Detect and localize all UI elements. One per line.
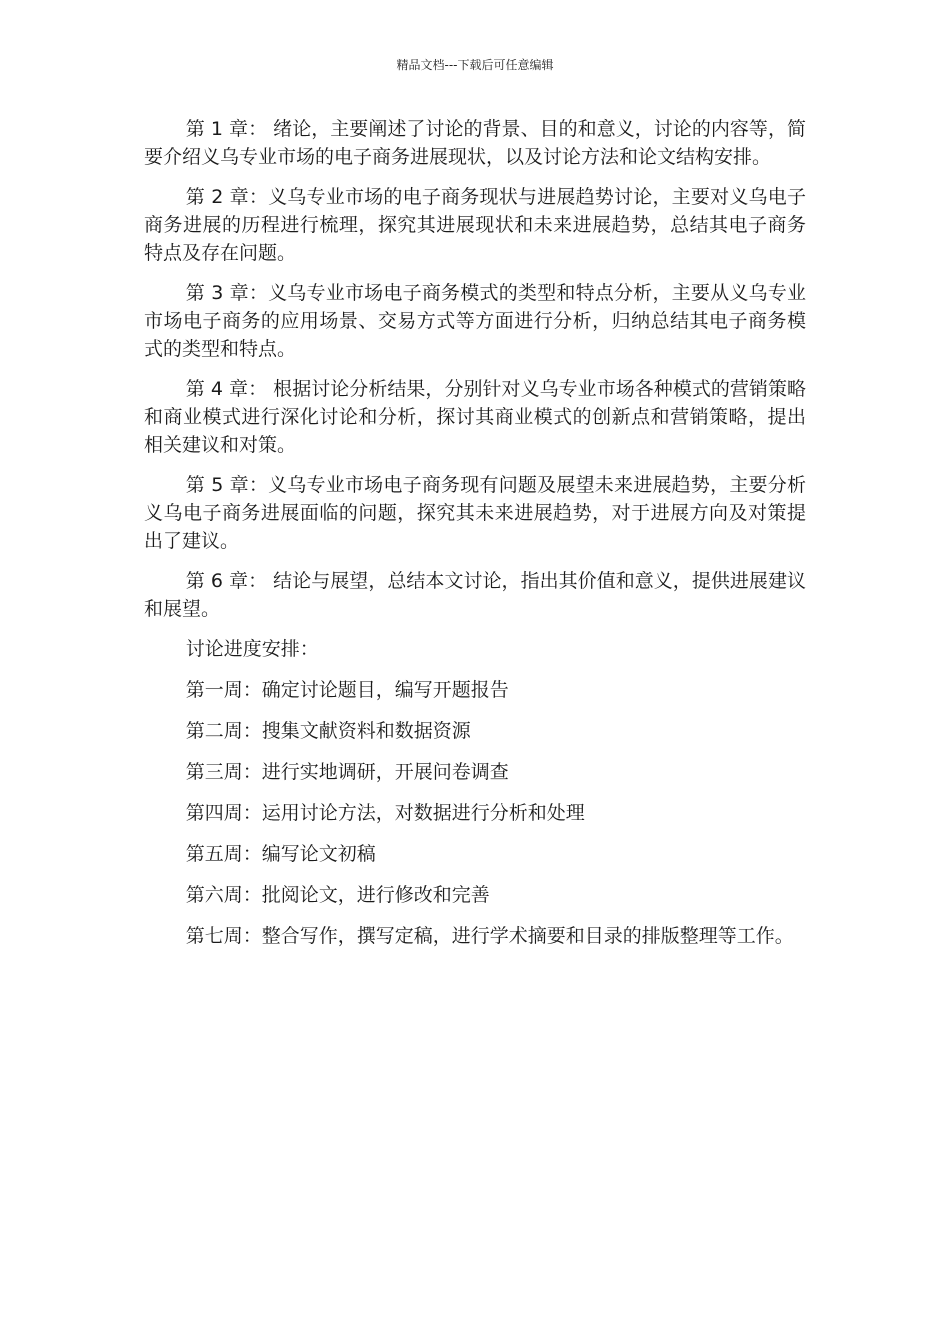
schedule-week-7: 第七周：整合写作，撰写定稿，进行学术摘要和目录的排版整理等工作。 (185, 925, 794, 947)
schedule-week-6: 第六周：批阅论文，进行修改和完善 (185, 884, 490, 906)
chapter-4-paragraph: 第 4 章： 根据讨论分析结果，分别针对义乌专业市场各种模式的营销策略和商业模式进行深化讨论和分析，探讨其商业模式的创新点和营销策略，提出相关建议和对策。 (144, 378, 806, 456)
schedule-heading: 讨论进度安排： (185, 638, 319, 660)
chapter-3-paragraph: 第 3 章：义乌专业市场电子商务模式的类型和特点分析，主要从义乌专业市场电子商务的应用场景、交易方式等方面进行分析，归纳总结其电子商务模式的类型和特点。 (144, 282, 806, 360)
schedule-week-4: 第四周：运用讨论方法，对数据进行分析和处理 (185, 802, 585, 824)
schedule-week-3: 第三周：进行实地调研，开展问卷调查 (185, 761, 509, 783)
chapter-5-paragraph: 第 5 章：义乌专业市场电子商务现有问题及展望未来进展趋势，主要分析义乌电子商务进展面临的问题，探究其未来进展趋势，对于进展方向及对策提出了建议。 (144, 474, 806, 552)
page-header: 精品文档---下载后可任意编辑 (396, 58, 554, 72)
schedule-week-2: 第二周：搜集文献资料和数据资源 (185, 720, 471, 742)
chapter-2-paragraph: 第 2 章：义乌专业市场的电子商务现状与进展趋势讨论，主要对义乌电子商务进展的历程进行梳理，探究其进展现状和未来进展趋势，总结其电子商务特点及存在问题。 (144, 186, 806, 264)
chapter-6-paragraph: 第 6 章： 结论与展望，总结本文讨论，指出其价值和意义，提供进展建议和展望。 (144, 570, 806, 620)
schedule-week-5: 第五周：编写论文初稿 (185, 843, 376, 865)
chapter-1-paragraph: 第 1 章： 绪论，主要阐述了讨论的背景、目的和意义，讨论的内容等，简要介绍义乌专业市场的电子商务进展现状，以及讨论方法和论文结构安排。 (144, 118, 806, 168)
schedule-week-1: 第一周：确定讨论题目，编写开题报告 (185, 679, 509, 701)
document-body (144, 115, 806, 963)
